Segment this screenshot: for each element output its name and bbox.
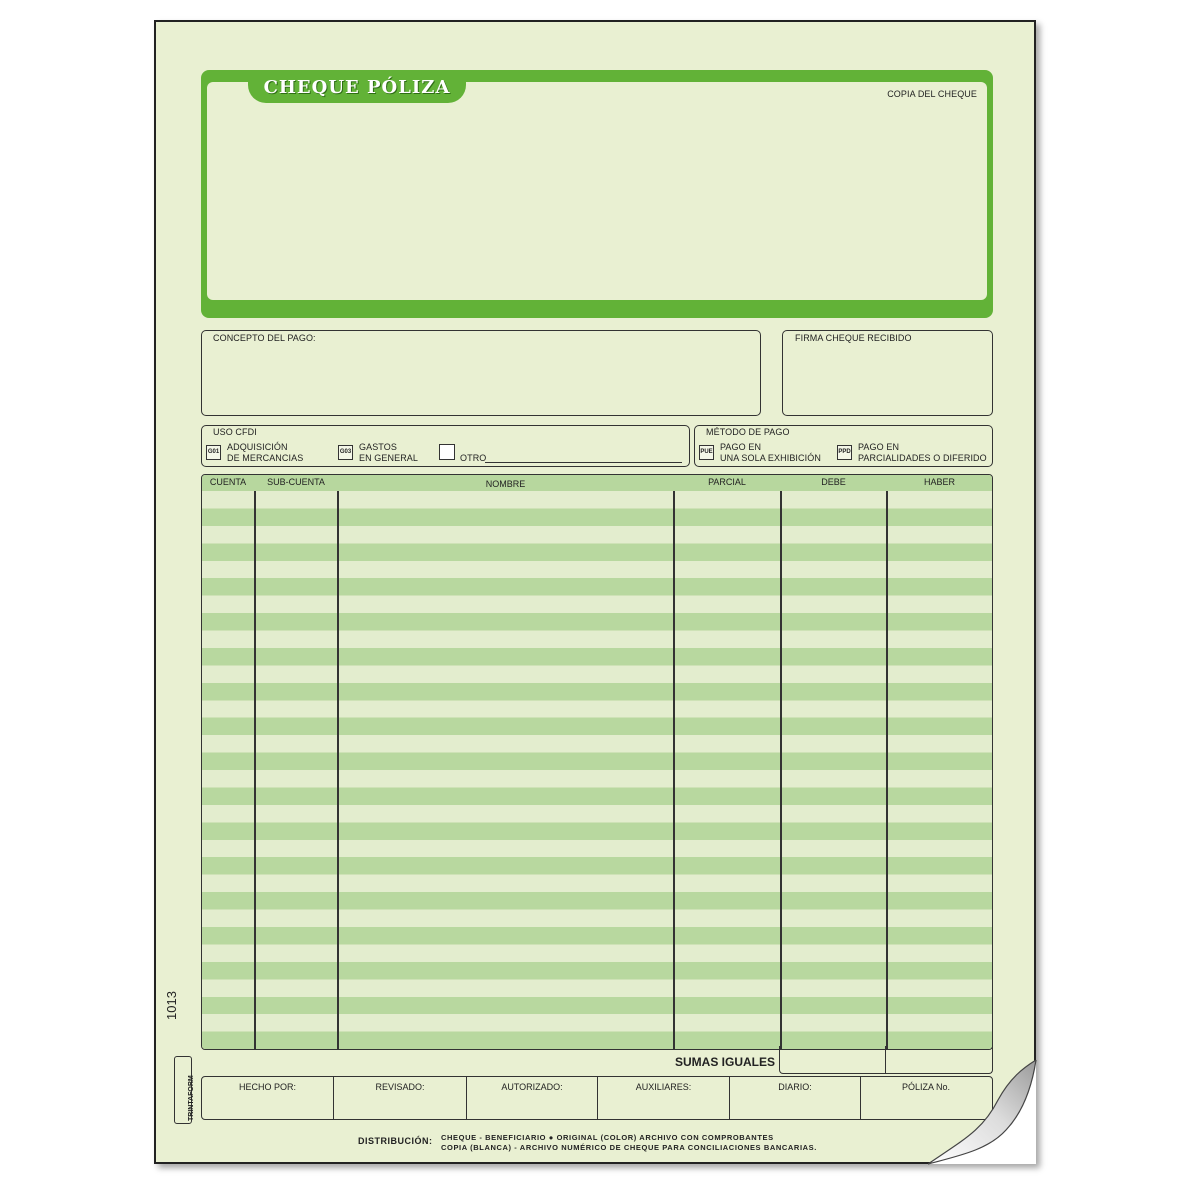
g03-code: G03 (339, 449, 352, 455)
ppd-line2: PARCIALIDADES O DIFERIDO (858, 453, 987, 463)
diario-field[interactable] (729, 1077, 860, 1119)
g03-checkbox[interactable] (338, 445, 353, 460)
otro-label: OTRO (460, 453, 487, 463)
g03-line2: EN GENERAL (359, 453, 419, 463)
autorizado-label: AUTORIZADO: (501, 1082, 563, 1092)
col-parcial-header: PARCIAL (708, 477, 746, 487)
pue-code: PUE (700, 449, 713, 455)
sumas-debe-field[interactable] (780, 1046, 885, 1073)
uso-cfdi-box (201, 425, 690, 467)
concepto-label: CONCEPTO DEL PAGO: (213, 333, 316, 343)
col-divider (886, 491, 888, 1050)
hecho-por-field[interactable] (202, 1077, 333, 1119)
pue-line2: UNA SOLA EXHIBICIÓN (720, 453, 821, 463)
cheque-inner (207, 82, 987, 300)
cheque-copy-label: COPIA DEL CHEQUE (887, 89, 977, 99)
otro-checkbox[interactable] (439, 444, 455, 460)
revisado-field[interactable] (333, 1077, 466, 1119)
pue-line1: PAGO EN (720, 442, 762, 452)
g01-checkbox[interactable] (206, 445, 221, 460)
g01-line2: DE MERCANCIAS (227, 453, 304, 463)
hecho-por-label: HECHO POR: (238, 1082, 296, 1092)
poliza-no-label: PÓLIZA No. (901, 1082, 951, 1092)
col-divider (780, 491, 782, 1050)
g03-line1: GASTOS (359, 442, 397, 452)
form-number: 1013 (164, 991, 179, 1020)
col-haber-header: HABER (923, 477, 955, 487)
auxiliares-field[interactable] (597, 1077, 729, 1119)
g01-code: G01 (207, 449, 220, 455)
distribucion-text (441, 1133, 817, 1153)
title-tab (248, 73, 466, 103)
signature-footer (201, 1076, 993, 1120)
g01-option-text (227, 442, 303, 464)
distribucion-line2: COPIA (BLANCA) - ARCHIVO NUMÉRICO DE CHEQUE PARA CONCILIACIONES BANCARIAS. (441, 1143, 817, 1152)
col-debe-header: DEBE (821, 477, 846, 487)
col-divider (254, 491, 256, 1050)
cheque-area (201, 70, 993, 318)
col-subcuenta-header: SUB-CUENTA (267, 477, 325, 487)
form-sheet (154, 20, 1036, 1164)
revisado-label: REVISADO: (375, 1082, 425, 1092)
col-divider (673, 491, 675, 1050)
diario-label: DIARIO: (778, 1082, 812, 1092)
g03-option-text (359, 442, 418, 464)
ppd-option-text (858, 442, 987, 464)
brand-logo-text: TRINTAFORM (188, 1075, 195, 1121)
brand-logo (174, 1056, 195, 1124)
metodo-pago-label: MÉTODO DE PAGO (706, 427, 790, 437)
col-divider (337, 491, 339, 1050)
otro-line[interactable] (485, 462, 682, 463)
g01-line1: ADQUISICIÓN (227, 442, 288, 452)
concepto-box[interactable] (201, 330, 761, 416)
distribucion-line1: CHEQUE - BENEFICIARIO ● ORIGINAL (COLOR) ARCHIVO CON COMPROBANTES (441, 1133, 774, 1142)
ppd-code: PPD (838, 449, 851, 455)
auxiliares-label: AUXILIARES: (635, 1082, 692, 1092)
ppd-line1: PAGO EN (858, 442, 900, 452)
firma-box[interactable] (782, 330, 993, 416)
pue-option-text (720, 442, 821, 464)
pue-checkbox[interactable] (699, 445, 714, 460)
col-nombre-header: NOMBRE (485, 479, 526, 489)
autorizado-field[interactable] (466, 1077, 597, 1119)
page-curl (928, 1060, 1038, 1166)
ppd-checkbox[interactable] (837, 445, 852, 460)
form-title: CHEQUE PÓLIZA (263, 77, 451, 98)
uso-cfdi-label: USO CFDI (213, 427, 257, 437)
distribucion-label: DISTRIBUCIÓN: (358, 1136, 433, 1146)
metodo-pago-box (694, 425, 993, 467)
firma-label: FIRMA CHEQUE RECIBIDO (795, 333, 912, 343)
sumas-iguales-label: SUMAS IGUALES (675, 1055, 776, 1069)
accounting-table (201, 474, 993, 1050)
table-rows[interactable] (202, 491, 992, 1049)
col-cuenta-header: CUENTA (209, 477, 247, 487)
